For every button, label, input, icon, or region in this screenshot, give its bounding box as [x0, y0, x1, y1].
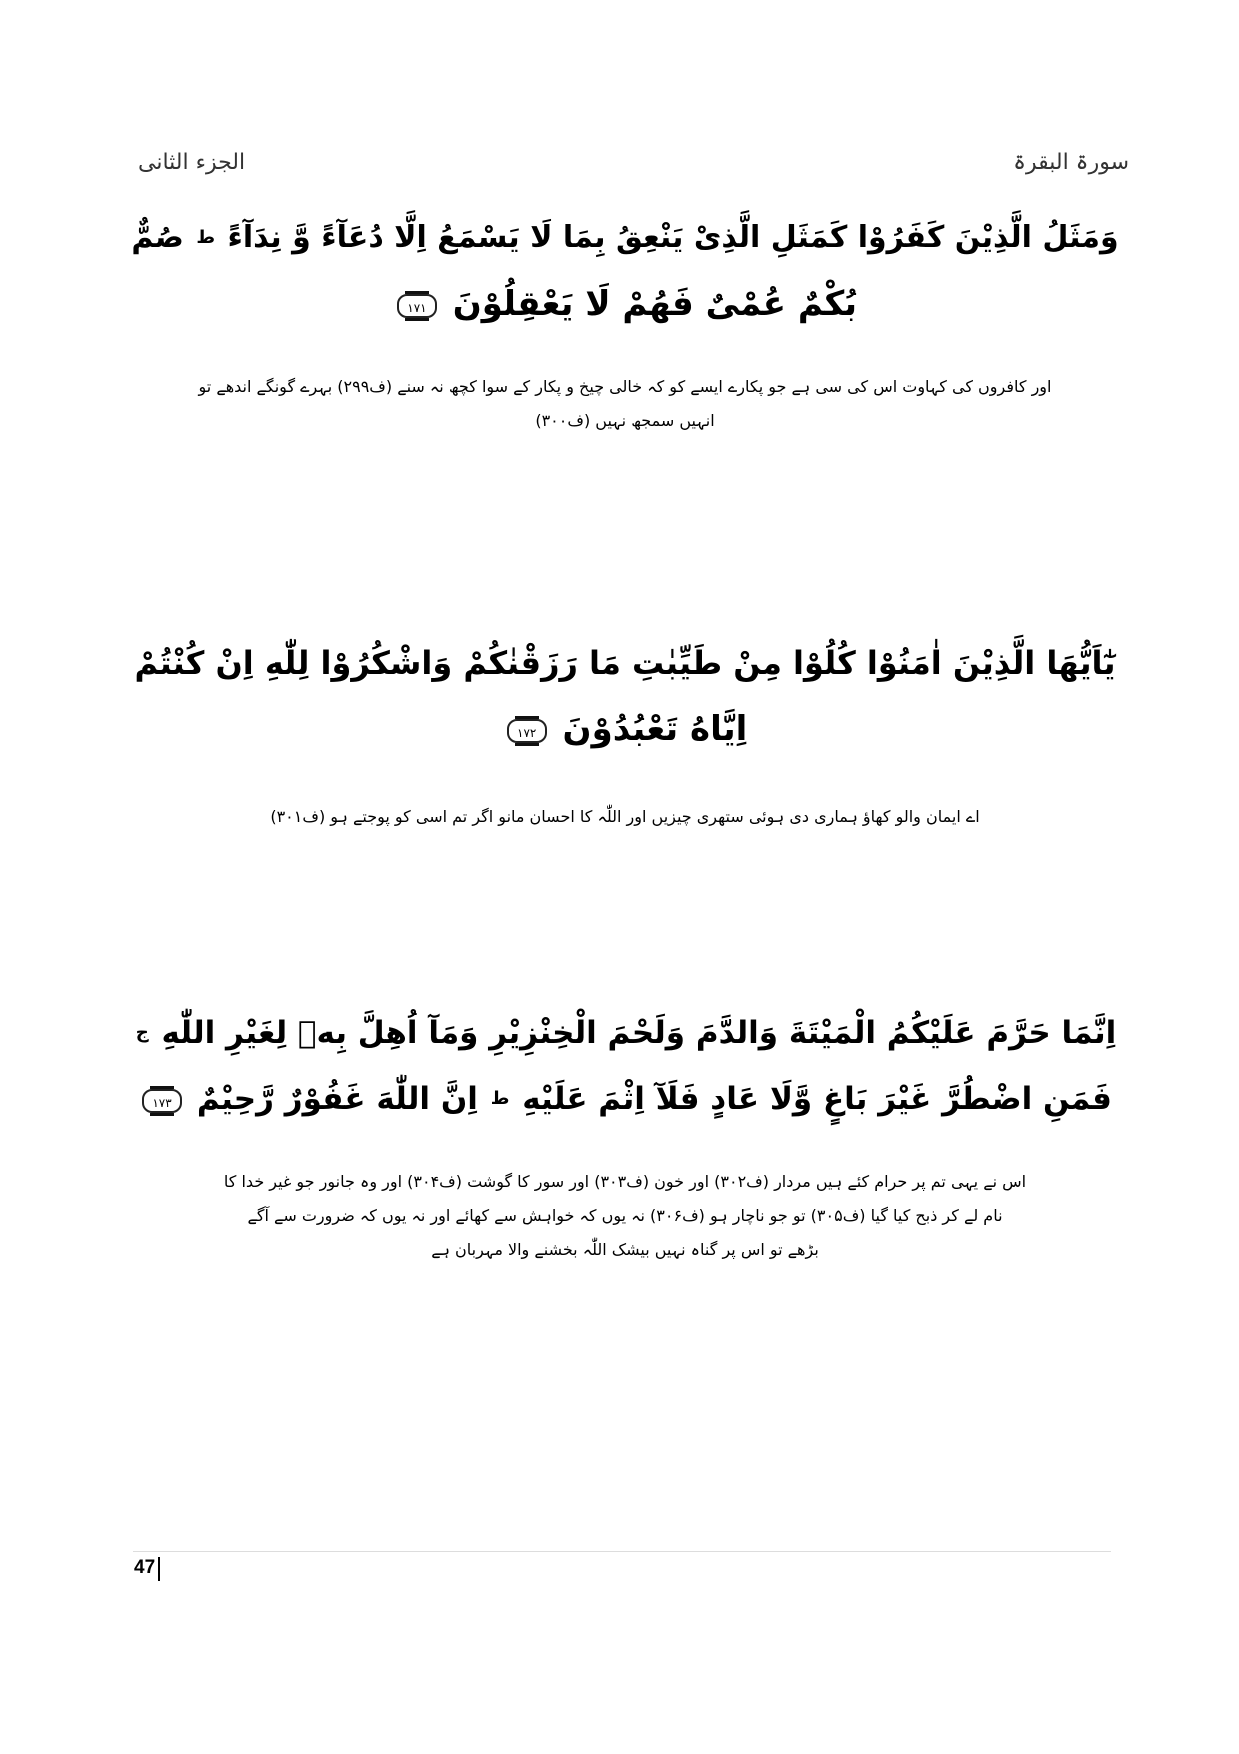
translation-line: اس نے یہی تم پر حرام کئے ہیں مردار (ف۳۰۲) اور خون (ف۳۰۳) اور سور کا گوشت (ف۳۰۴) اور وہ جانور جو غیر خدا کا	[223, 1172, 1027, 1191]
waqf-mark: ط	[196, 227, 216, 248]
ayah-end-marker-icon: ١٧٢	[507, 719, 547, 743]
ayah-line	[130, 271, 1120, 337]
surah-title: سورۃ البقرۃ	[1013, 150, 1129, 175]
ayah-line	[130, 1000, 1120, 1066]
ayah-text: فَمَنِ اضْطُرَّ غَيْرَ بَاغٍ وَّلَا عَادٍ فَلَآ اِثْمَ عَلَيْهِ	[522, 1081, 1112, 1117]
ayah-line	[130, 1066, 1120, 1132]
ayah-block-171	[130, 205, 1120, 337]
translation-line: اور کافروں کی کہاوت اس کی سی ہے جو پکارے ایسے کو کہ خالی چیخ و پکار کے سوا کچھ نہ سنے (ف۲۹۹) بہرے گونگے اندھے تو	[198, 377, 1052, 396]
ayah-line	[130, 696, 1120, 762]
translation-block-173	[130, 1165, 1120, 1267]
ayah-text: اِنَّ اللّٰهَ غَفُوْرٌ رَّحِيْمٌ	[196, 1081, 478, 1117]
translation-line: بڑھے تو اس پر گناہ نہیں بیشک اللّٰہ بخشنے والا مہربان ہے	[431, 1240, 819, 1259]
ayah-end-marker-icon: ١٧١	[397, 294, 437, 318]
translation-line: اے ایمان والو کھاؤ ہماری دی ہوئی ستھری چیزیں اور اللّٰہ کا احسان مانو اگر تم اسی کو پوجتے ہو (ف۳۰۱)	[270, 807, 980, 826]
waqf-mark: ط	[490, 1088, 510, 1109]
waqf-mark: ج	[135, 1022, 149, 1043]
ayah-block-173	[130, 1000, 1120, 1132]
ayah-text: اِيَّاهُ تَعْبُدُوْنَ	[562, 709, 748, 749]
ayah-line	[130, 630, 1120, 696]
translation-line: نام لے کر ذبح کیا گیا (ف۳۰۵) تو جو ناچار ہو (ف۳۰۶) نہ یوں کہ خواہش سے کھائے اور نہ یوں کہ ضرورت سے آگے	[247, 1206, 1003, 1225]
translation-line: انہیں سمجھ نہیں (ف۳۰۰)	[535, 411, 715, 430]
ayah-text: يٰٓاَيُّهَا الَّذِيْنَ اٰمَنُوْا كُلُوْا مِنْ طَيِّبٰتِ مَا رَزَقْنٰكُمْ وَاشْكُرُوْا لِلّٰهِ اِنْ كُنْتُمْ	[134, 644, 1116, 682]
ayah-text: وَمَثَلُ الَّذِيْنَ كَفَرُوْا كَمَثَلِ الَّذِىْ يَنْعِقُ بِمَا لَا يَسْمَعُ اِلَّا دُعَآءً وَّ نِدَآءً	[227, 220, 1119, 255]
page-number-separator	[158, 1557, 160, 1581]
translation-block-171	[130, 370, 1120, 438]
ayah-text: اِنَّمَا حَرَّمَ عَلَيْكُمُ الْمَيْتَةَ وَالدَّمَ وَلَحْمَ الْخِنْزِيْرِ وَمَآ اُهِلَّ بِهٖ لِغَيْرِ اللّٰهِ	[161, 1015, 1117, 1051]
ayah-text: بُكْمٌ عُمْىٌ فَهُمْ لَا يَعْقِلُوْنَ	[452, 284, 858, 324]
juz-title: الجزء الثانى	[138, 150, 246, 175]
footer-divider	[133, 1551, 1111, 1552]
translation-block-172	[130, 800, 1120, 834]
ayah-line	[130, 205, 1120, 271]
ayah-text: صُمٌّ	[131, 220, 184, 255]
ayah-end-marker-icon: ١٧٣	[142, 1089, 182, 1113]
ayah-block-172	[130, 630, 1120, 762]
page-number: 47	[134, 1557, 156, 1578]
